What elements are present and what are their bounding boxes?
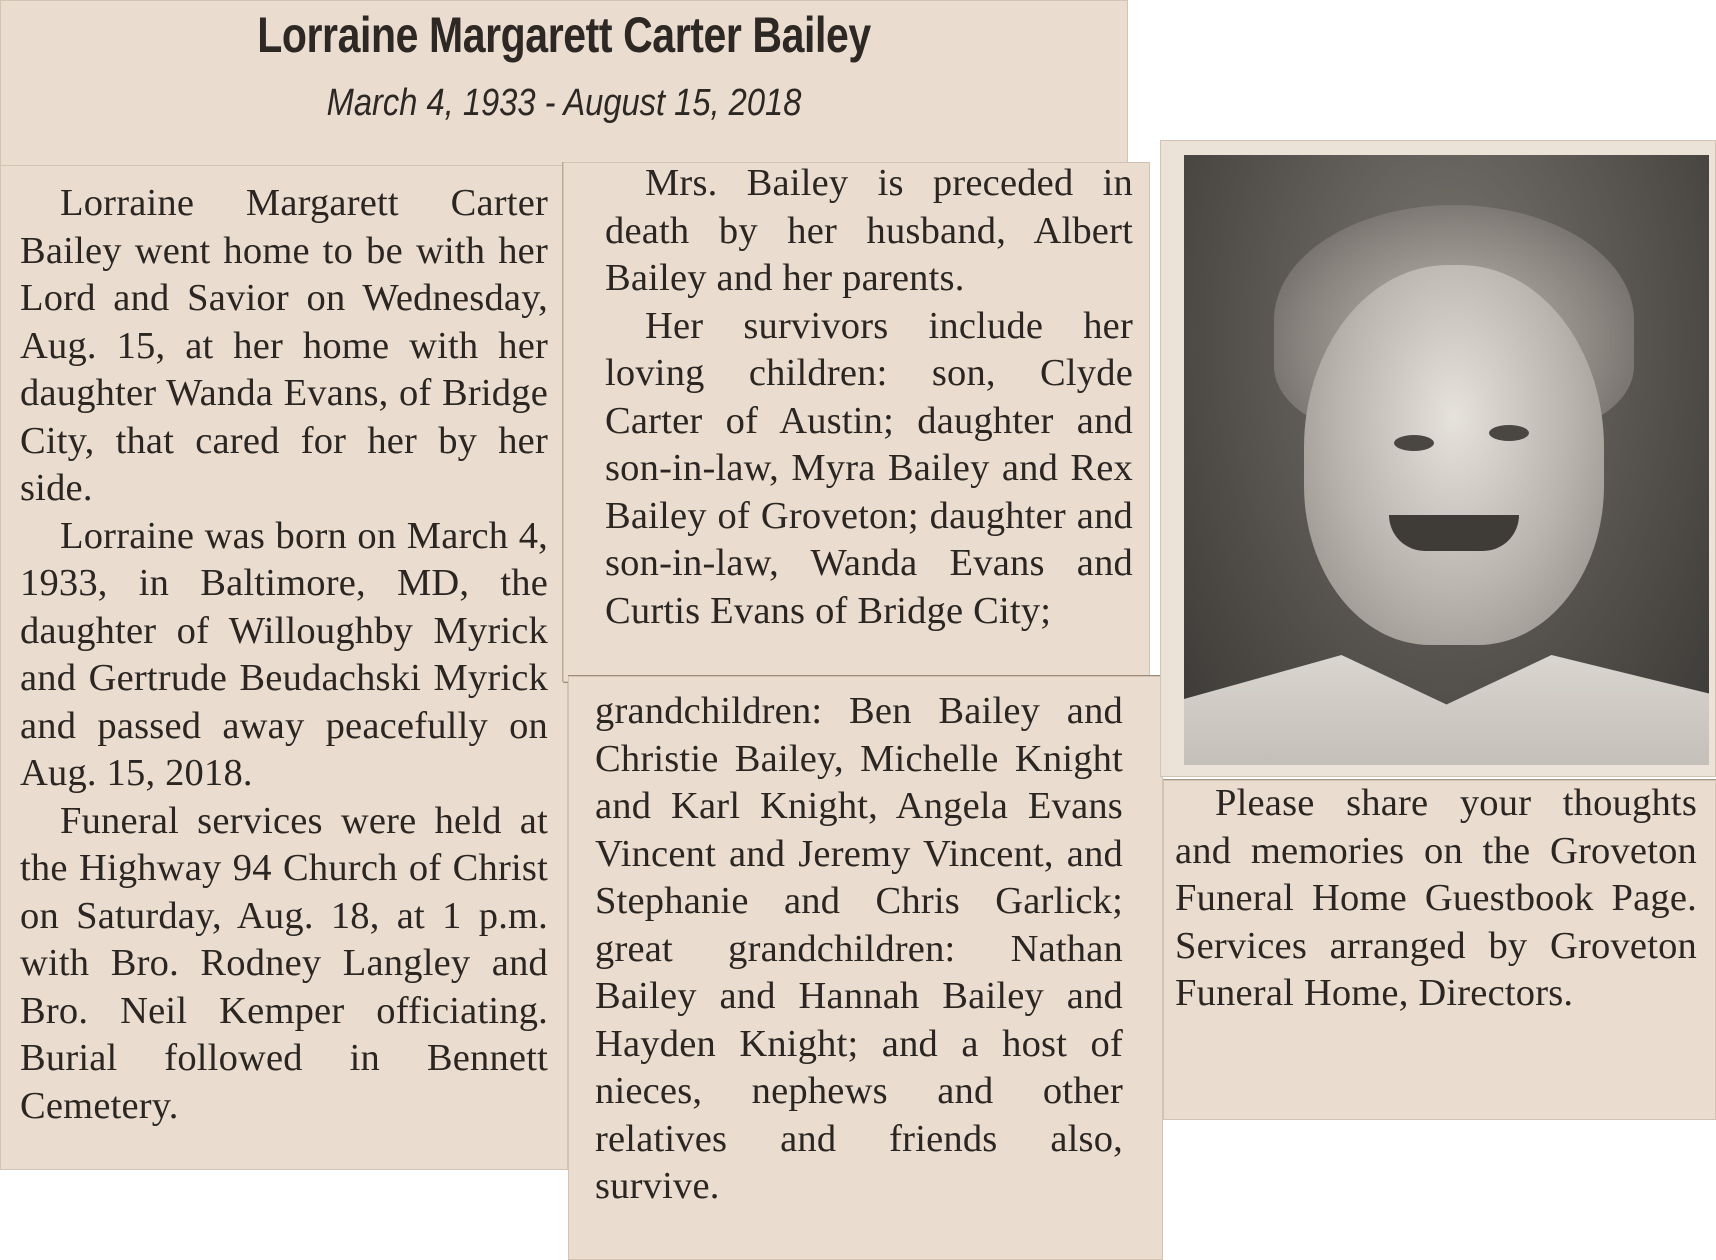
photo-face [1304, 265, 1604, 645]
obituary-dates: March 4, 1933 - August 15, 2018 [326, 82, 802, 124]
paragraph-funeral: Funeral services were held at the Highway 94 Church of Christ on Saturday, Aug. 18, at 1 p.m. with Bro. Rodney Langley and Bro. Neil Kemper officiating. Burial followed in Bennett Cemetery. [20, 799, 548, 1127]
paragraph-born: Lorraine was born on March 4, 1933, in Baltimore, MD, the daughter of Willoughby Myrick and Gertrude Beudachski Myrick and passed away peacefully on Aug. 15, 2018. [20, 514, 548, 794]
column-2-top [605, 160, 1133, 635]
column-1 [20, 180, 548, 1130]
portrait-photo-icon [1184, 155, 1709, 765]
column-3 [1175, 780, 1697, 1018]
column-2-bottom [595, 688, 1123, 1211]
photo-collar [1184, 655, 1709, 765]
photo-mouth [1389, 515, 1519, 551]
paragraph-survivors: Her survivors include her loving children: son, Clyde Carter of Austin; daughter and son-in-law, Myra Bailey and Rex Bailey of Groveton; daughter and son-in-law, Wanda Evans and Curtis Evans of Bridge City; [605, 304, 1133, 632]
photo-right-eye [1489, 425, 1529, 441]
paragraph-guestbook: Please share your thoughts and memories on the Groveton Funeral Home Guestbook Page. Services arranged by Groveton Funeral Home, Directors. [1175, 782, 1697, 1014]
paragraph-preceded: Mrs. Bailey is preceded in death by her husband, Albert Bailey and her parents. [605, 162, 1133, 299]
obituary-title: Lorraine Margarett Carter Bailey [257, 7, 871, 63]
paragraph-grandchildren: grandchildren: Ben Bailey and Christie Bailey, Michelle Knight and Karl Knight, Angela Evans Vincent and Jeremy Vincent, and Stephanie and Chris Garlick; great grandchildren: Nathan Bailey and Hannah Bailey and Hayden Knight; and a host of nieces, nephews and other relatives and friends also, survive. [595, 690, 1123, 1207]
paragraph-home: Lorraine Margarett Carter Bailey went home to be with her Lord and Savior on Wednesday, Aug. 15, at her home with her daughter Wanda Evans, of Bridge City, that cared for her by her side. [20, 182, 548, 509]
photo-left-eye [1394, 435, 1434, 451]
